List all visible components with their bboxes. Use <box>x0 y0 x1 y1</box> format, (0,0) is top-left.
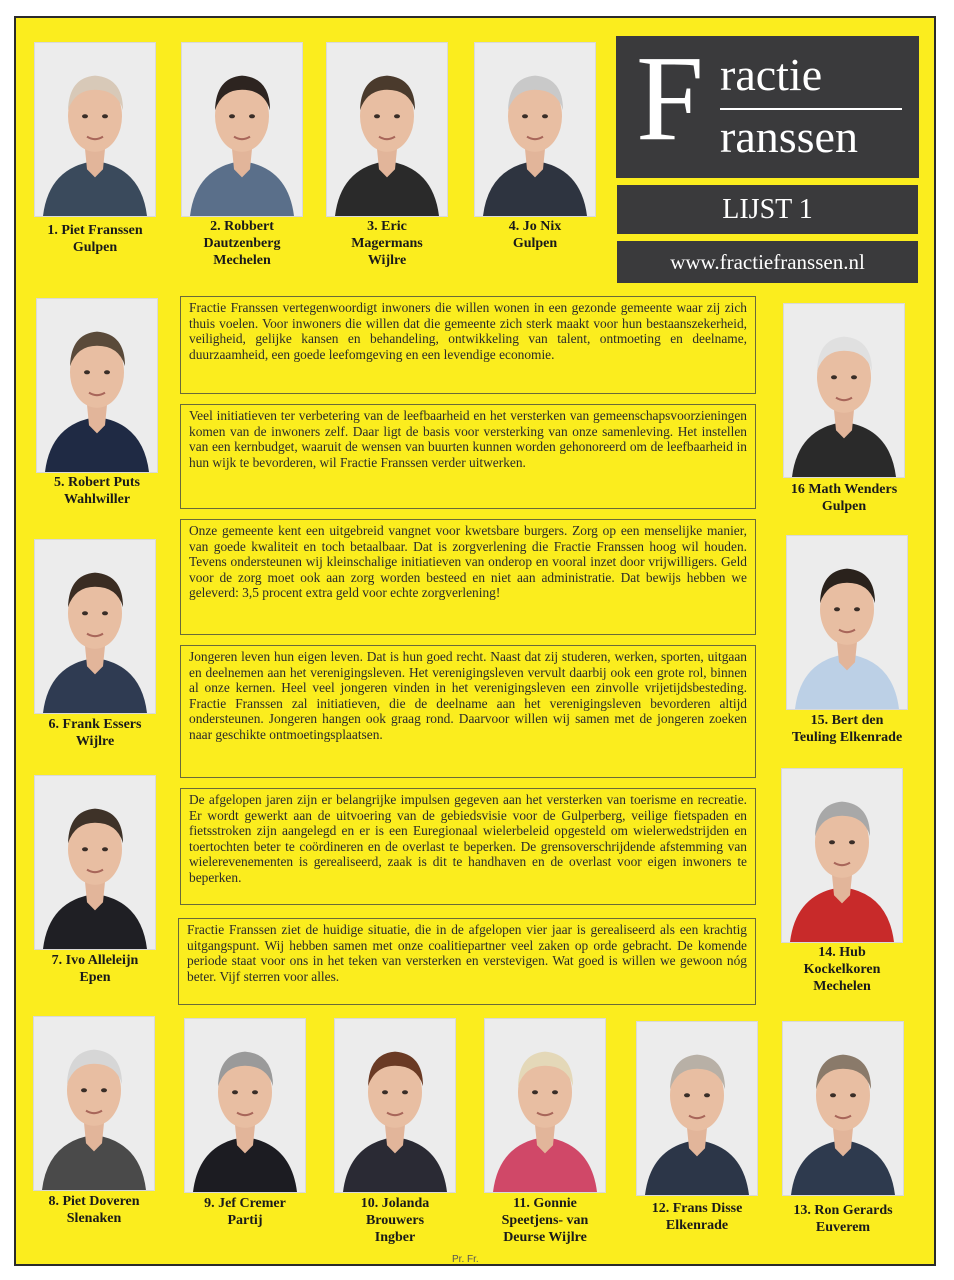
candidate-caption-line: Speetjens- van <box>501 1213 589 1228</box>
candidate-photo <box>184 1018 306 1193</box>
candidate-caption-line: Magermans <box>351 236 423 251</box>
party-logo <box>616 31 919 178</box>
candidate-caption-line: Epen <box>79 970 111 985</box>
candidate-caption <box>444 218 626 252</box>
candidate-photo <box>781 768 903 943</box>
candidate-caption-line: 14. Hub <box>818 945 866 960</box>
logo-letter: F <box>636 31 704 166</box>
candidate-caption <box>752 1202 934 1236</box>
candidate-photo <box>636 1021 758 1196</box>
candidate-caption-line: Kockelkoren <box>803 962 881 977</box>
candidate-caption-line: Dautzenberg <box>203 236 281 251</box>
paragraph-6: Fractie Franssen ziet de huidige situatie, die in de afgelopen vier jaar is gerealiseerd als een krachtig uitgangspunt. Wij hebben samen met onze coalitiepartner veel zaken op orde gebracht. De komende periode staat voor ons in het teken van versterken en verstevigen. Wat goed is willen we gewoon nóg beter. Vijf sterren voor alles. <box>178 918 756 1005</box>
paragraph-4: Jongeren leven hun eigen leven. Dat is hun goed recht. Naast dat zij studeren, werken, sporten, uitgaan en deelnemen aan het verenigingsleven. Het verenigingsleven vervult daarbij ook een grote rol, binnen al onze kernen. Heel veel jongeren vinden in het verenigingsleven een zinvolle vrijetijdsbesteding. Fractie Franssen zal initiatieven, die de deelname aan het verenigingsleven bevorderen altijd ondersteunen. Jongeren hangen ook graag rond. Daarvoor willen wij samen met de jongeren zoeken naar geschikte ontmoetingsplaatsen. <box>180 645 756 778</box>
candidate-caption <box>756 712 938 746</box>
paragraph-2: Veel initiatieven ter verbetering van de leefbaarheid en het versterken van gemeenschapsvoorzieningen komen van de inwoners zelf. Daar ligt de basis voor versterking van onze samenleving. Het instellen van een kernbudget, waaruit de wensen van buurten kunnen worden gehonoreerd om de leefbaarheid in hun wijk te bevorderen, wil Fractie Franssen verder uitwerken. <box>180 404 756 509</box>
candidate-photo <box>484 1018 606 1193</box>
candidate-caption-line: Wijlre <box>75 734 115 749</box>
candidate-caption-line: 10. Jolanda <box>360 1196 430 1211</box>
candidate-caption-line: Brouwers <box>365 1213 425 1228</box>
candidate-photo <box>34 42 156 217</box>
candidate-caption-line: Deurse Wijlre <box>503 1230 587 1245</box>
candidate-caption-line: 7. Ivo Alleleijn <box>51 953 139 968</box>
logo-word-1: ractie <box>720 49 823 100</box>
candidate-caption-line: Mechelen <box>213 253 271 268</box>
candidate-caption-line: 15. Bert den <box>810 713 884 728</box>
candidate-photo <box>786 535 908 710</box>
candidate-caption-line: Partij <box>227 1213 263 1228</box>
candidate-caption-line: 12. Frans Disse <box>651 1201 743 1216</box>
website-link[interactable]: www.fractiefranssen.nl <box>617 241 918 283</box>
candidate-caption-line: 4. Jo Nix <box>508 219 562 234</box>
campaign-poster <box>14 16 936 1266</box>
paragraph-3: Onze gemeente kent een uitgebreid vangnet voor kwetsbare burgers. Zorg op een menselijke manier, van goede kwaliteit en toch betaalbaar. Dat is zorgverlening die Fractie Franssen hoog wil houden. Tevens ondersteunen wij kleinschalige initiatieven van onderop en vooral inzet door vrijwilligers. Geld voor de zorg moet ook aan zorg worden besteed en niet aan administratie. Dat bewijs hebben we geleverd: 3,5 procent extra geld voor echte zorgverlening! <box>180 519 756 635</box>
candidate-caption <box>751 944 933 995</box>
candidate-photo <box>181 42 303 217</box>
candidate-caption <box>753 481 935 515</box>
candidate-caption-line: Mechelen <box>813 979 871 994</box>
candidate-caption-line: 1. Piet Franssen <box>47 223 143 238</box>
candidate-photo <box>334 1018 456 1193</box>
candidate-caption-line: Ingber <box>374 1230 416 1245</box>
logo-word-2: ranssen <box>720 111 858 162</box>
candidate-caption <box>6 474 188 508</box>
candidate-caption-line: 6. Frank Essers <box>48 717 142 732</box>
candidate-caption-line: Wijlre <box>367 253 407 268</box>
logo-divider <box>720 108 902 110</box>
candidate-caption-line: Elkenrade <box>665 1218 729 1233</box>
paragraph-1: Fractie Franssen vertegenwoordigt inwoners die willen wonen in een gezonde gemeente waar zij zich thuis voelen. Voor inwoners die willen dat die gemeente zich sterk maakt voor hun bestaanszekerheid, veiligheid, gelijke kansen en behandeling, ontwikkeling van talent, ontmoeting en deelname, duurzaamheid, een goede leefomgeving en een levendige economie. <box>180 296 756 394</box>
candidate-caption-line: 5. Robert Puts <box>54 475 140 490</box>
candidate-caption <box>4 716 186 750</box>
candidate-caption-line: Teuling Elkenrade <box>791 730 903 745</box>
candidate-caption-line: Wahlwiller <box>63 492 131 507</box>
candidate-photo <box>34 539 156 714</box>
list-number: LIJST 1 <box>617 185 918 234</box>
candidate-caption-line: Gulpen <box>72 240 118 255</box>
candidate-photo <box>33 1016 155 1191</box>
candidate-photo <box>36 298 158 473</box>
candidate-photo <box>474 42 596 217</box>
candidate-caption-line: Gulpen <box>821 499 867 514</box>
candidate-caption-line: 2. Robbert <box>210 219 274 234</box>
candidate-photo <box>326 42 448 217</box>
candidate-caption <box>4 952 186 986</box>
candidate-caption-line: 13. Ron Gerards <box>793 1203 893 1218</box>
candidate-caption-line: 16 Math Wenders <box>790 482 898 497</box>
candidate-caption-line: Euverem <box>815 1220 871 1235</box>
candidate-caption-line: 9. Jef Cremer <box>204 1196 286 1211</box>
candidate-photo <box>782 1021 904 1196</box>
candidate-caption-line: Slenaken <box>66 1211 122 1226</box>
candidate-caption-line: 11. Gonnie <box>513 1196 577 1211</box>
paragraph-5: De afgelopen jaren zijn er belangrijke impulsen gegeven aan het versterken van toerisme en recreatie. Er wordt gewerkt aan de uitvoering van de gebiedsvisie voor de Gulperberg, veilige fietspaden en fietsstroken zijn aangelegd en er is een Euregionaal wielerbeleid opgesteld om wielerwedstrijden en toertochten beter te coördineren en de overlast te beperken. De grensoverschrijdende afstemming van wielerevenementen is gerealiseerd, zaak is dit te handhaven en de overlast voor eigen inwoners te beperken. <box>180 788 756 905</box>
candidate-photo <box>34 775 156 950</box>
candidate-caption-line: 3. Eric <box>367 219 407 234</box>
candidate-photo <box>783 303 905 478</box>
candidate-caption-line: Gulpen <box>512 236 558 251</box>
candidate-caption-line: 8. Piet Doveren <box>48 1194 140 1209</box>
footer-credit: Pr. Fr. <box>452 1254 479 1265</box>
